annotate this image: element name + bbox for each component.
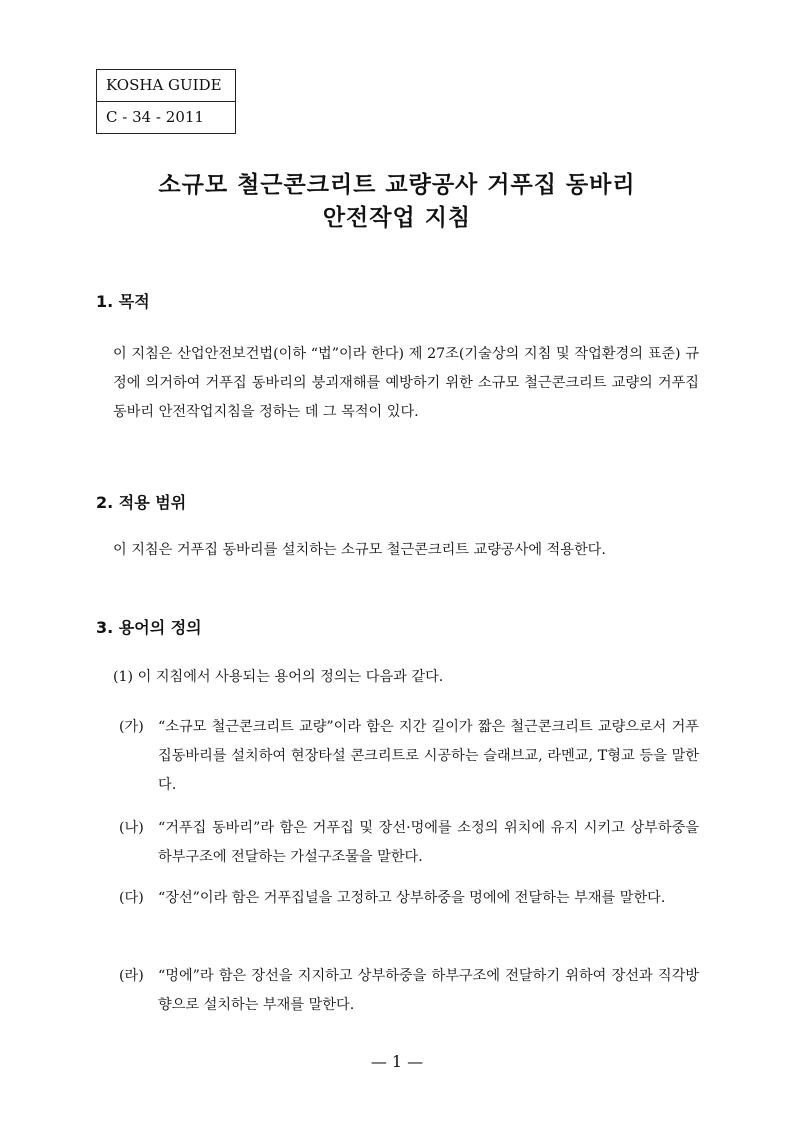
definition-text: “장선”이라 함은 거푸집널을 고정하고 상부하중을 멍에에 전달하는 부재를 말한다. — [158, 890, 666, 906]
definition-item — [119, 713, 699, 800]
definition-text: “멍에”라 함은 장선을 지지하고 상부하중을 하부구조에 전달하기 위하여 장선과 직각방향으로 설치하는 부재를 말한다. — [158, 968, 699, 1013]
guide-code-box — [96, 69, 236, 134]
definition-text: “거푸집 동바리”라 함은 거푸집 및 장선·멍에를 소정의 위치에 유지 시키고 상부하중을 하부구조에 전달하는 가설구조물을 말한다. — [158, 820, 699, 865]
definition-text: “소규모 철근콘크리트 교량”이라 함은 지간 길이가 짧은 철근콘크리트 교량으로서 거푸집동바리를 설치하여 현장타설 콘크리트로 시공하는 슬래브교, 라멘교, T형교 등을 말한다. — [158, 719, 699, 793]
section-heading-scope: 2. 적용 범위 — [96, 493, 187, 512]
section-body-scope: 이 지침은 거푸집 동바리를 설치하는 소규모 철근콘크리트 교량공사에 적용한다. — [113, 542, 606, 558]
guide-code: C - 34 - 2011 — [97, 101, 235, 133]
definitions-intro: (1) 이 지침에서 사용되는 용어의 정의는 다음과 같다. — [113, 669, 444, 685]
definition-item — [119, 814, 699, 872]
definition-marker: (나) — [119, 820, 144, 836]
document-title-line1: 소규모 철근콘크리트 교량공사 거푸집 동바리 — [158, 172, 636, 198]
definition-item — [119, 884, 699, 913]
definition-marker: (라) — [119, 968, 144, 984]
guide-label: KOSHA GUIDE — [106, 76, 222, 94]
page-number: — 1 — — [370, 1052, 424, 1071]
document-title-line2: 안전작업 지침 — [322, 205, 472, 231]
definition-item — [119, 962, 699, 1020]
section-body-purpose: 이 지침은 산업안전보건법(이하 “법”이라 한다) 제 27조(기술상의 지침 및 작업환경의 표준) 규정에 의거하여 거푸집 동바리의 붕괴재해를 예방하기 위한 소규모 철근콘크리트 교량의 거푸집 동바리 안전작업지침을 정하는 데 그 목적이 있다. — [113, 346, 699, 420]
section-heading-purpose: 1. 목적 — [96, 292, 150, 311]
definition-marker: (다) — [119, 890, 144, 906]
section-heading-definitions: 3. 용어의 정의 — [96, 618, 202, 637]
definition-marker: (가) — [119, 719, 144, 735]
